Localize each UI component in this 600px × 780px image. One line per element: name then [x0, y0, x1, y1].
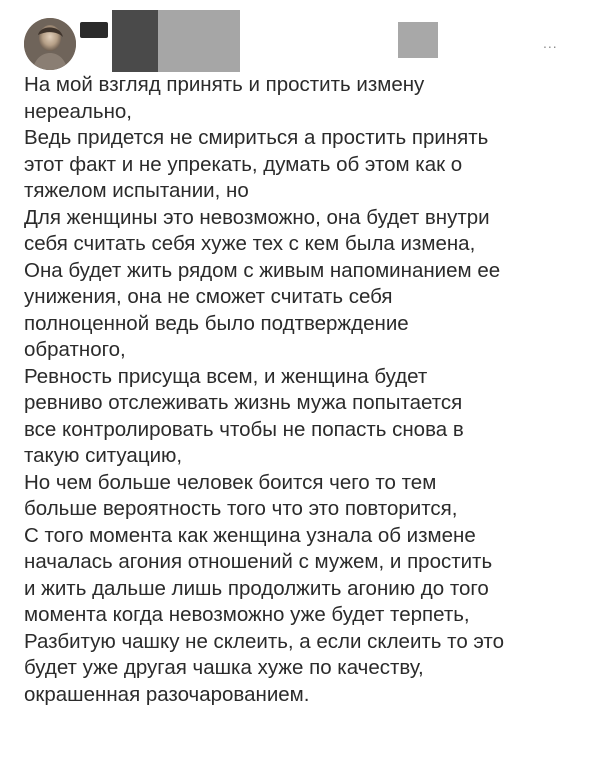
redaction-block: [398, 22, 438, 58]
post-line: Разбитую чашку не склеить, а если склеить то это: [24, 629, 504, 653]
post-line: С того момента как женщина узнала об измене: [24, 523, 476, 547]
post-line: и жить дальше лишь продолжить агонию до того: [24, 576, 489, 600]
redaction-block: [158, 10, 240, 72]
post-line: Но чем больше человек боится чего то тем: [24, 470, 437, 494]
avatar[interactable]: [24, 18, 76, 70]
post-header: [0, 0, 600, 78]
post-line: Она будет жить рядом с живым напоминанием ее: [24, 258, 501, 282]
post-line: началась агония отношений с мужем, и простить: [24, 550, 493, 573]
post-line: На мой взгляд принять и простить измену: [24, 73, 425, 96]
post-line: момента когда невозможно уже будет терпеть,: [24, 603, 470, 626]
post-line: унижения, она не сможет считать себя: [24, 285, 393, 308]
post-line: будет уже другая чашка хуже по качеству,: [24, 656, 424, 679]
post-line: обратного,: [24, 338, 126, 361]
post-line: окрашенная разочарованием.: [24, 682, 310, 706]
post-line: полноценной ведь было подтверждение: [24, 311, 409, 335]
post-line: ревниво отслеживать жизнь мужа попытается: [24, 391, 463, 414]
more-options-icon[interactable]: ...: [543, 35, 558, 51]
post-line: такую ситуацию,: [24, 444, 183, 467]
post-line: Ревность присуща всем, и женщина будет: [24, 364, 428, 388]
user-avatar-icon: [24, 18, 76, 70]
post-text: [24, 72, 584, 708]
post-line: тяжелом испытании, но: [24, 179, 249, 202]
redaction-block: [112, 10, 158, 72]
post-line: больше вероятность того что это повторится,: [24, 497, 458, 520]
redaction-block: [80, 22, 108, 38]
post-line: этот факт и не упрекать, думать об этом как о: [24, 152, 463, 176]
post-line: все контролировать чтобы не попасть снова в: [24, 417, 464, 441]
post-line: Ведь придется не смириться а простить принять: [24, 126, 489, 149]
post-line: Для женщины это невозможно, она будет внутри: [24, 205, 490, 229]
post-line: себя считать себя хуже тех с кем была измена,: [24, 232, 476, 255]
post-line: нереально,: [24, 99, 132, 123]
